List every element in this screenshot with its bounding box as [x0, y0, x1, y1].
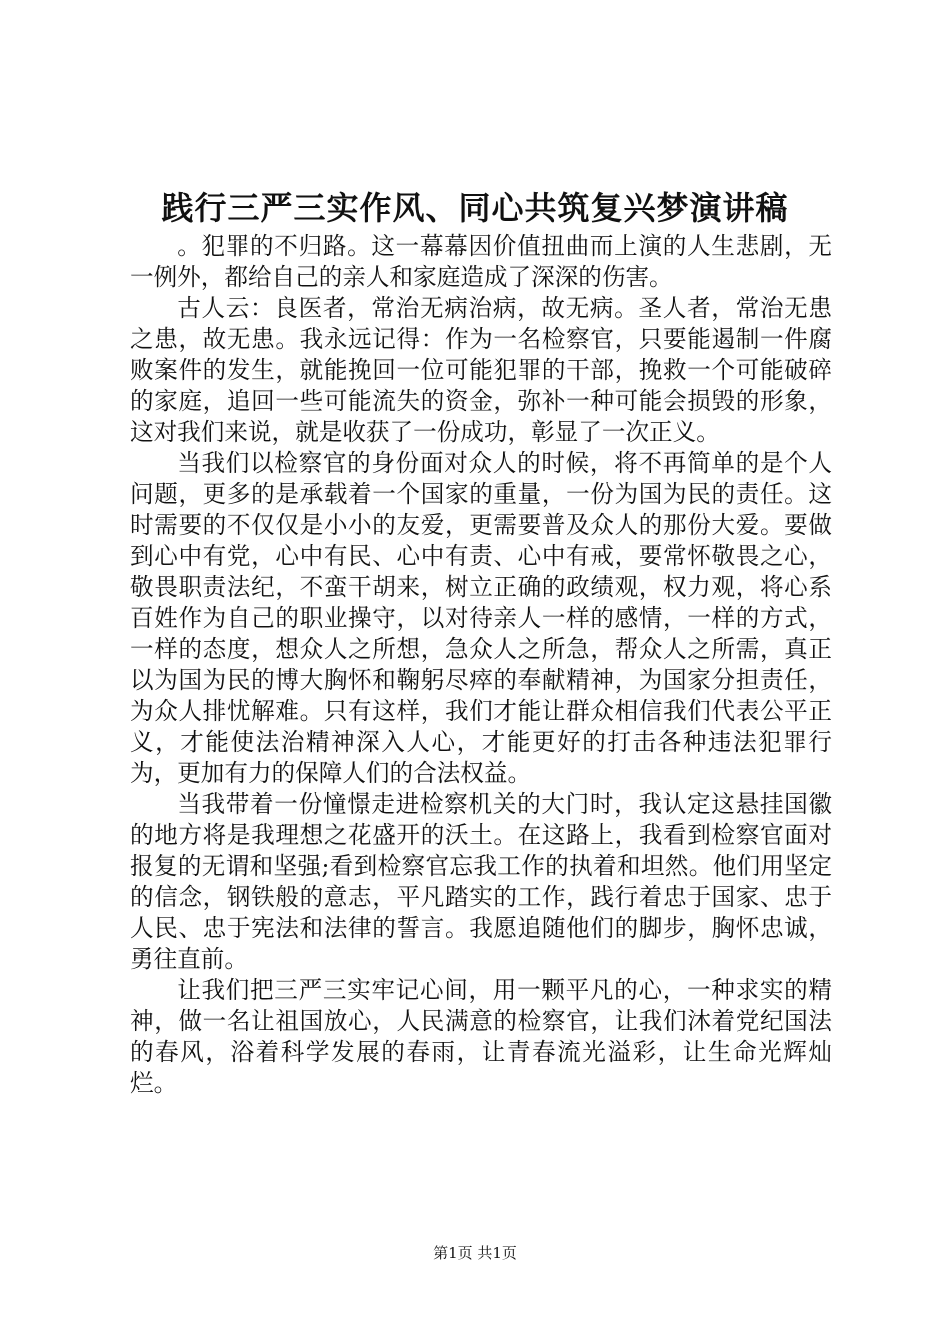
- document-title: 践行三严三实作风、同心共筑复兴梦演讲稿: [161, 189, 789, 227]
- paragraph-4: 当我带着一份憧憬走进检察机关的大门时，我认定这悬挂国徽的地方将是我理想之花盛开的沃土。在这路上，我看到检察官面对报复的无谓和坚强;看到检察官忘我工作的执着和坦然。他们用坚定的信念，钢铁般的意志，平凡踏实的工作，践行着忠于国家、忠于人民、忠于宪法和法律的誓言。我愿追随他们的脚步，胸怀忠诚，勇往直前。: [130, 790, 832, 973]
- paragraph-1: 。犯罪的不归路。这一幕幕因价值扭曲而上演的人生悲剧，无一例外，都给自己的亲人和家庭造成了深深的伤害。: [130, 232, 832, 291]
- paragraph-3: 当我们以检察官的身份面对众人的时候，将不再简单的是个人问题，更多的是承载着一个国家的重量，一份为国为民的责任。这时需要的不仅仅是小小的友爱，更需要普及众人的那份大爱。要做到心中有党，心中有民、心中有责、心中有戒，要常怀敬畏之心，敬畏职责法纪，不蛮干胡来，树立正确的政绩观，权力观，将心系百姓作为自己的职业操守，以对待亲人一样的感情，一样的方式，一样的态度，想众人之所想，急众人之所急，帮众人之所需，真正以为国为民的博大胸怀和鞠躬尽瘁的奉献精神，为国家分担责任，为众人排忧解难。只有这样，我们才能让群众相信我们代表公平正义，才能使法治精神深入人心，才能更好的打击各种违法犯罪行为，更加有力的保障人们的合法权益。: [130, 449, 832, 787]
- paragraph-5: 让我们把三严三实牢记心间，用一颗平凡的心，一种求实的精神，做一名让祖国放心，人民满意的检察官，让我们沐着党纪国法的春风，浴着科学发展的春雨，让青春流光溢彩，让生命光辉灿烂。: [130, 976, 832, 1097]
- paragraph-2: 古人云：良医者，常治无病治病，故无病。圣人者，常治无患之患，故无患。我永远记得：作为一名检察官，只要能遏制一件腐败案件的发生，就能挽回一位可能犯罪的干部，挽救一个可能破碎的家庭，追回一些可能流失的资金，弥补一种可能会损毁的形象，这对我们来说，就是收获了一份成功，彰显了一次正义。: [130, 294, 832, 446]
- page-footer: 第1页 共1页: [433, 1244, 517, 1262]
- document-body: [130, 231, 832, 1099]
